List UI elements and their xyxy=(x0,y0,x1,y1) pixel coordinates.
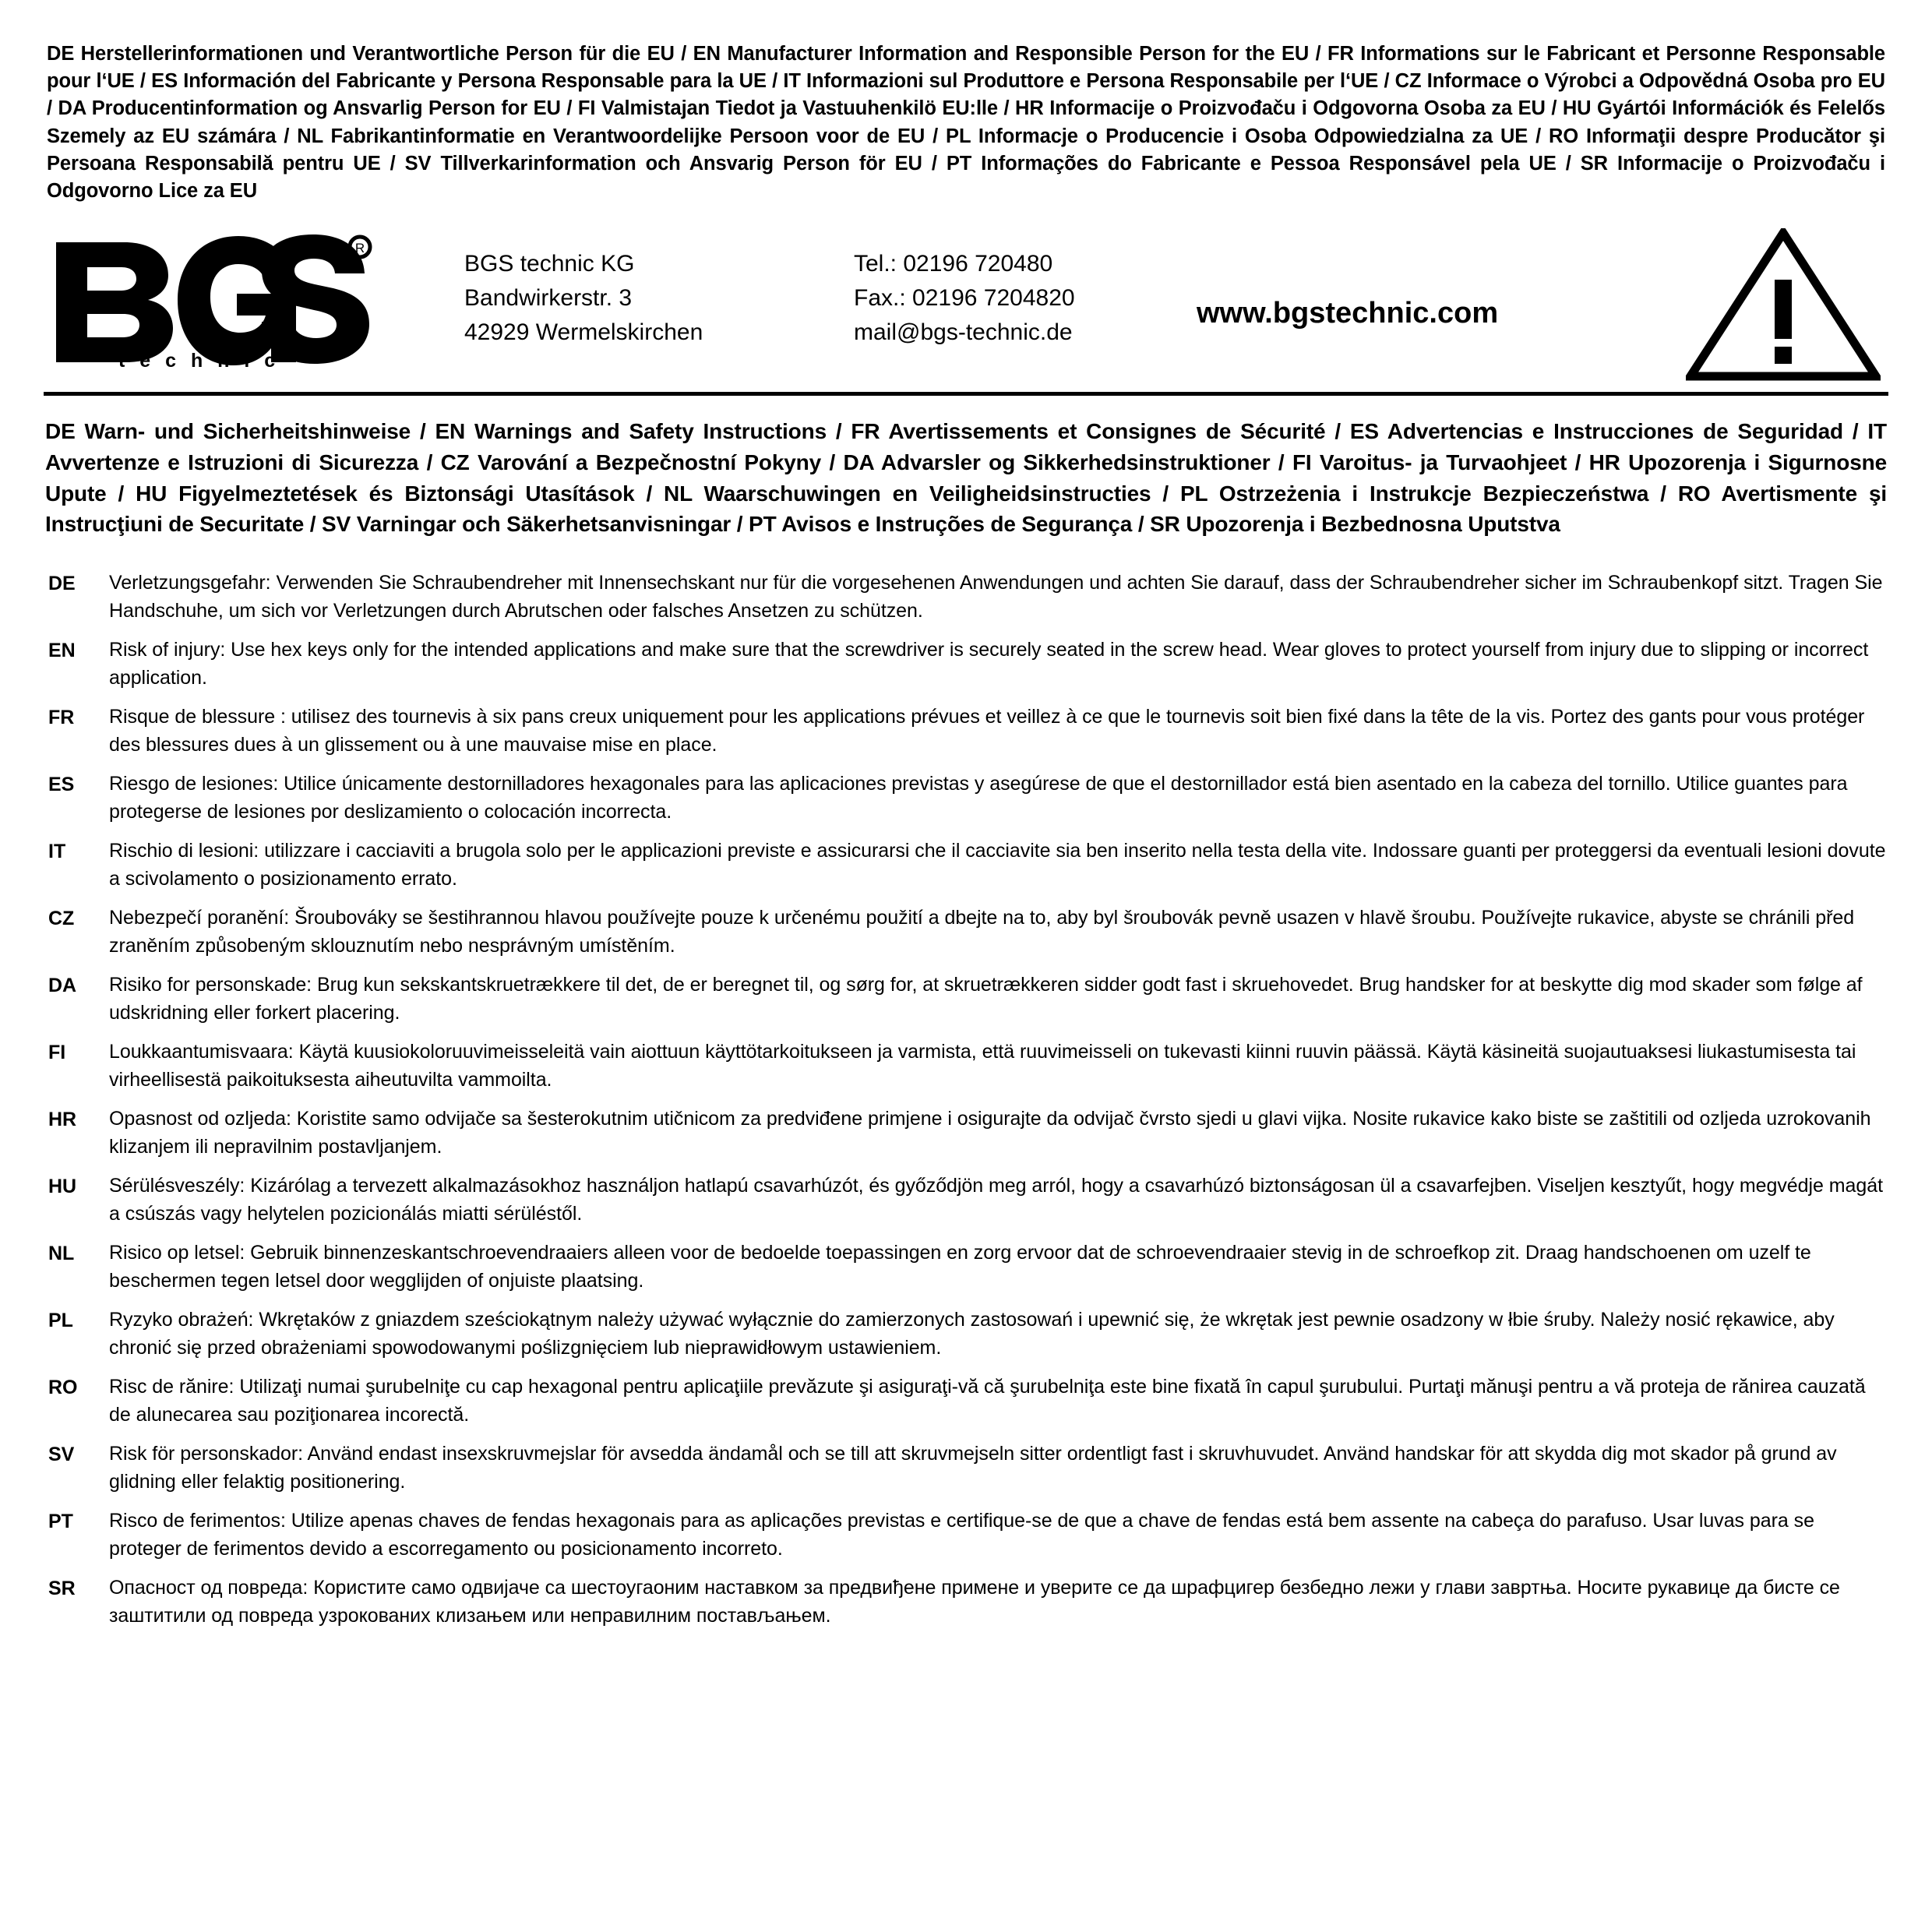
language-code: FR xyxy=(48,707,75,729)
instruction-text: Loukkaantumisvaara: Käytä kuusiokoloruuvimeisseleitä vain aiottuun käyttötarkoitukseen ja varmista, että ruuvimeisseli on tukevasti kiinni ruuvin päässä. Käytä käsineitä suojautuaksesi liukastumisesta tai virheellisestä paikoituksesta aiheutuvilta vammoilta. xyxy=(109,1041,1856,1091)
list-item xyxy=(48,703,1887,759)
language-code: NL xyxy=(48,1243,75,1265)
language-code: DE xyxy=(48,573,76,595)
company-fax: Fax.: 02196 7204820 xyxy=(854,285,1075,312)
instruction-text: Opasnost od ozljeda: Koristite samo odvijače sa šesterokutnim utičnicom za predviđene primjene i osigurajte da odvijač čvrsto sjedi u glavi vijka. Nosite rukavice kako biste se zaštitili od ozljeda uzrokovanih klizanjem ili nepravilnim postavljanjem. xyxy=(109,1108,1871,1158)
list-item xyxy=(48,1239,1887,1295)
company-email: mail@bgs-technic.de xyxy=(854,319,1073,346)
company-website: www.bgstechnic.com xyxy=(1197,297,1499,330)
instruction-text: Nebezpečí poranění: Šroubováky se šestihrannou hlavou používejte pouze k určenému použití a dbejte na to, aby byl šroubovák pevně usazen v hlavě šroubu. Používejte rukavice, abyste se chránili před zraněním způsobeným sklouznutím nebo nesprávným umístěním. xyxy=(109,907,1855,957)
company-name: BGS technic KG xyxy=(464,251,635,277)
language-code: PT xyxy=(48,1511,73,1533)
manufacturer-info-heading: DE Herstellerinformationen und Verantwortliche Person für die EU / EN Manufacturer Information and Responsible Person for the EU / FR Informations sur le Fabricant et Personne Responsable pour l‘UE / ES Información del Fabricante y Persona Responsable para la UE / IT Informazioni sul Produttore e Persona Responsabile per l‘UE / CZ Informace o Výrobci a Odpovědná Osoba pro EU / DA Producentinformation og Ansvarlig Person for EU / FI Valmistajan Tiedot ja Vastuuhenkilö EU:lle / HR Informacije o Proizvođaču i Odgovorna Osoba za EU / HU Gyártói Információk és Felelős Szemely az EU számára / NL Fabrikantinformatie en Verantwoordelijke Persoon voor de EU / PL Informacje o Producencie i Osoba Odpowiedzialna za UE / RO Informaţii despre Producător şi Persoana Responsabilă pentru UE / SV Tillverkarinformation och Ansvarig Person för EU / PT Informações do Fabricante e Pessoa Responsável pela UE / SR Informacije o Proizvođaču i Odgovorno Lice za EU xyxy=(47,43,1885,202)
instruction-text: Verletzungsgefahr: Verwenden Sie Schraubendreher mit Innensechskant nur für die vorgesehenen Anwendungen und achten Sie darauf, dass der Schraubendreher sicher im Schraubenkopf sitzt. Tragen Sie Handschuhe, um sich vor Verletzungen durch Abrutschen oder falsches Ansetzen zu schützen. xyxy=(109,572,1883,622)
language-code: EN xyxy=(48,640,76,662)
instruction-text: Опасност од повреда: Користите само одвијаче са шестоугаоним наставком за предвиђене примене и уверите се да шрафцигер безбедно лежи у глави завртња. Носите рукавице да бисте се заштитили од повреда узрокованих клизањем или неправилним постављањем. xyxy=(109,1577,1840,1627)
list-item xyxy=(48,1306,1887,1362)
list-item xyxy=(48,1038,1887,1094)
language-code: RO xyxy=(48,1377,78,1399)
instruction-text: Risico op letsel: Gebruik binnenzeskantschroevendraaiers alleen voor de bedoelde toepassingen en zorg ervoor dat de schroevendraaier stevig in de schroefkop zit. Draag handschoenen om uzelf te beschermen tegen letsel door wegglijden of onjuiste plaatsing. xyxy=(109,1242,1811,1292)
instruction-text: Sérülésveszély: Kizárólag a tervezett alkalmazásokhoz használjon hatlapú csavarhúzót, és győződjön meg arról, hogy a csavarhúzó biztonságosan ül a csavarfejben. Viseljen kesztyűt, hogy megvédje magát a csúszás vagy helytelen pozicionálás miatti sérüléstől. xyxy=(109,1175,1883,1225)
company-tel: Tel.: 02196 720480 xyxy=(854,251,1053,277)
company-address xyxy=(464,247,703,350)
list-item xyxy=(48,1172,1887,1228)
warning-triangle-icon xyxy=(1686,228,1881,381)
company-info-band xyxy=(44,219,1888,396)
list-item xyxy=(48,1507,1887,1563)
safety-instruction-list xyxy=(44,569,1888,1630)
instruction-text: Risco de ferimentos: Utilize apenas chaves de fendas hexagonais para as aplicações previstas e certifique-se de que a chave de fendas está bem assente na cabeça do parafuso. Usar luvas para se proteger de ferimentos devido a escorregamento ou posicionamento incorreto. xyxy=(109,1510,1814,1560)
language-code: FI xyxy=(48,1042,66,1064)
language-code: ES xyxy=(48,774,75,796)
list-item xyxy=(48,1440,1887,1496)
list-item xyxy=(48,971,1887,1027)
svg-text:t e c h n i c: t e c h n i c xyxy=(118,350,280,371)
list-item xyxy=(48,1105,1887,1161)
language-code: SV xyxy=(48,1444,75,1466)
instruction-text: Riesgo de lesiones: Utilice únicamente destornilladores hexagonales para las aplicaciones previstas y asegúrese de que el destornillador está bien asentado en la cabeza del tornillo. Utilice guantes para protegerse de lesiones por deslizamiento o colocación incorrecta. xyxy=(109,773,1848,823)
list-item xyxy=(48,1574,1887,1630)
bgs-logo xyxy=(50,230,377,370)
svg-text:R: R xyxy=(354,241,365,256)
language-code: HR xyxy=(48,1109,77,1131)
safety-instructions-heading: DE Warn- und Sicherheitshinweise / EN Warnings and Safety Instructions / FR Avertissements et Consignes de Sécurité / ES Advertencias e Instrucciones de Seguridad / IT Avvertenze e Istruzioni di Sicurezza / CZ Varování a Bezpečnostní Pokyny / DA Advarsler og Sikkerhedsinstruktioner / FI Varoitus- ja Turvaohjeet / HR Upozorenja i Sigurnosne Upute / HU Figyelmeztetések és Biztonsági Utasítások / NL Waarschuwingen en Veiligheidsinstructies / PL Ostrzeżenia i Instrukcje Bezpieczeństwa / RO Avertismente şi Instrucţiuni de Securitate / SV Varningar och Säkerhetsanvisningar / PT Avisos e Instruções de Segurança / SR Upozorenja i Bezbednosna Uputstva xyxy=(45,419,1887,537)
instruction-text: Risque de blessure : utilisez des tournevis à six pans creux uniquement pour les applications prévues et veillez à ce que le tournevis soit bien fixé dans la tête de la vis. Portez des gants pour vous protéger des blessures dues à un glissement ou à une mauvaise mise en place. xyxy=(109,706,1865,756)
language-code: PL xyxy=(48,1310,73,1332)
company-street: Bandwirkerstr. 3 xyxy=(464,285,633,312)
language-code: CZ xyxy=(48,908,75,930)
list-item xyxy=(48,904,1887,960)
list-item xyxy=(48,1373,1887,1429)
language-code: IT xyxy=(48,841,66,863)
language-code: DA xyxy=(48,975,77,997)
language-code: HU xyxy=(48,1176,77,1198)
list-item xyxy=(48,837,1887,893)
instruction-text: Risiko for personskade: Brug kun sekskantskruetrækkere til det, de er beregnet til, og sørg for, at skruetrækkeren sidder godt fast i skruehovedet. Brug handsker for at beskytte dig mod skader som følge af udskridning eller forkert placering. xyxy=(109,974,1863,1024)
company-city: 42929 Wermelskirchen xyxy=(464,319,703,346)
list-item xyxy=(48,636,1887,692)
company-contact xyxy=(854,247,1075,350)
instruction-text: Risk för personskador: Använd endast insexskruvmejslar för avsedda ändamål och se till att skruvmejseln sitter ordentligt fast i skruvhuvudet. Använd handskar för att skydda dig mot skador på grund av glidning eller felaktig positionering. xyxy=(109,1443,1837,1493)
instruction-text: Ryzyko obrażeń: Wkrętaków z gniazdem sześciokątnym należy używać wyłącznie do zamierzonych zastosowań i upewnić się, że wkrętak jest pewnie osadzony w łbie śruby. Należy nosić rękawice, aby chronić się przed obrażeniami spowodowanymi poślizgnięciem lub nieprawidłowym ustawieniem. xyxy=(109,1309,1835,1359)
language-code: SR xyxy=(48,1578,76,1600)
instruction-text: Risk of injury: Use hex keys only for the intended applications and make sure that the screwdriver is securely seated in the screw head. Wear gloves to protect yourself from injury due to slipping or incorrect application. xyxy=(109,639,1869,689)
list-item xyxy=(48,569,1887,625)
instruction-text: Risc de rănire: Utilizaţi numai şurubelniţe cu cap hexagonal pentru aplicaţiile prevăzute şi asiguraţi-vă că şurubelniţa este bine fixată în capul şurubului. Purtaţi mănuşi pentru a vă proteja de rănirea cauzată de alunecarea sau poziţionarea incorectă. xyxy=(109,1376,1866,1426)
list-item xyxy=(48,770,1887,826)
instruction-text: Rischio di lesioni: utilizzare i cacciaviti a brugola solo per le applicazioni previste e assicurarsi che il cacciavite sia ben inserito nella testa della vite. Indossare guanti per proteggersi da eventuali lesioni dovute a scivolamento o posizionamento errato. xyxy=(109,840,1886,890)
